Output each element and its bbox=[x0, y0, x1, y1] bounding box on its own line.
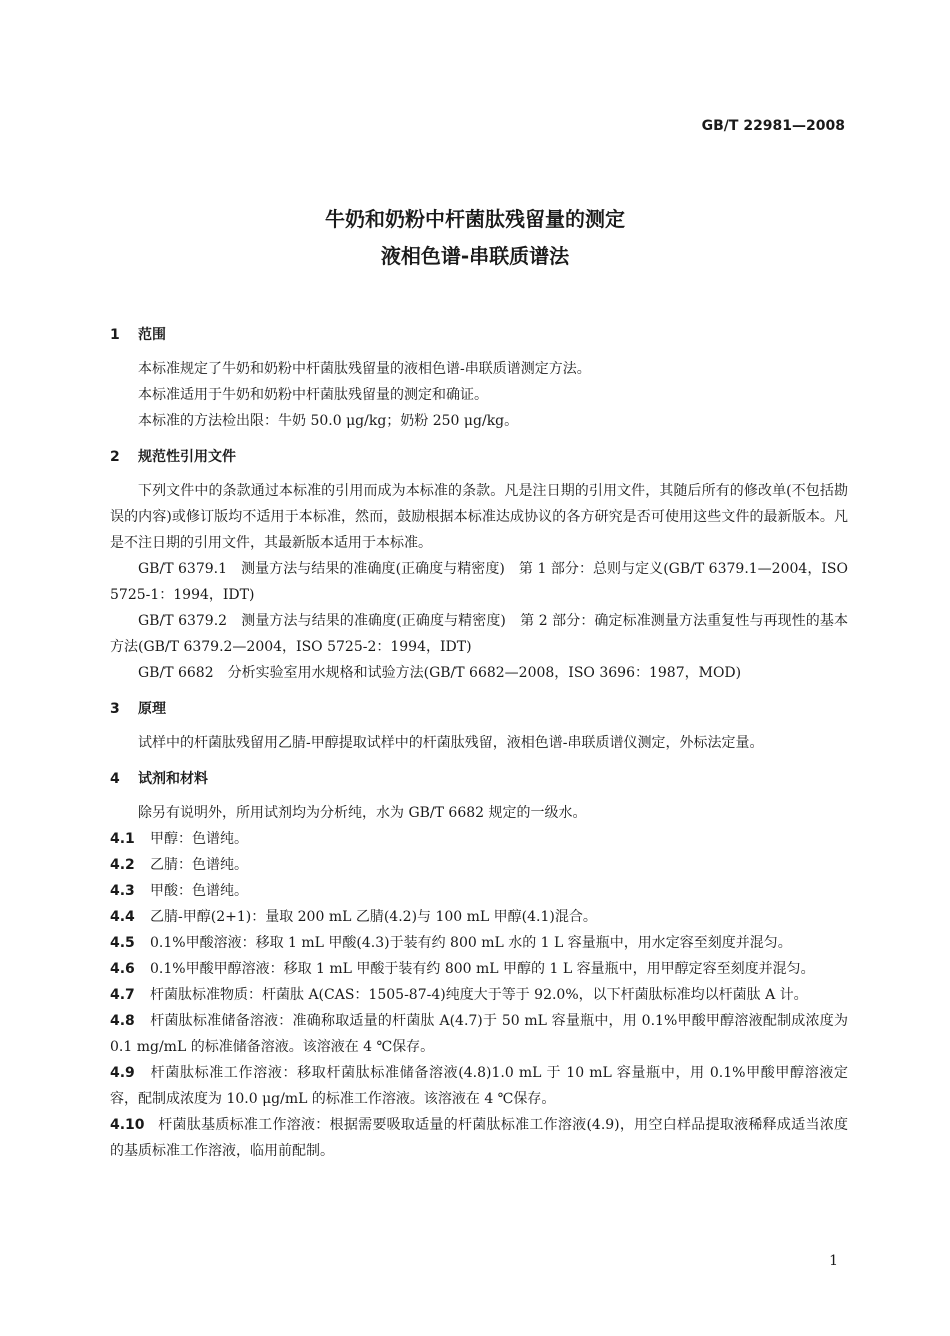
clause-number: 4.5 bbox=[110, 935, 135, 951]
reference-item: GB/T 6682 分析实验室用水规格和试验方法(GB/T 6682—2008，ISO 3696：1987，MOD) bbox=[138, 665, 742, 681]
paragraph: 下列文件中的条款通过本标准的引用而成为本标准的条款。凡是注日期的引用文件，其随后所有的修改单(不包括勘误的内容)或修订版均不适用于本标准，然而，鼓励根据本标准达成协议的各方研究是否可使用这些文件的最新版本。凡是不注日期的引用文件，其最新版本适用于本标准。 bbox=[110, 483, 848, 551]
clause-number: 4.2 bbox=[110, 857, 135, 873]
section-title: 规范性引用文件 bbox=[138, 449, 236, 465]
clause-item bbox=[110, 1008, 848, 1060]
clause-number: 4.7 bbox=[110, 987, 135, 1003]
section-heading bbox=[110, 766, 848, 792]
clause-text: 甲酸：色谱纯。 bbox=[150, 883, 248, 899]
section-number: 4 bbox=[110, 771, 120, 787]
clause-item bbox=[110, 982, 848, 1008]
section-heading bbox=[110, 444, 848, 470]
clause-text: 杆菌肽基质标准工作溶液：根据需要吸取适量的杆菌肽标准工作溶液(4.9)，用空白样品提取液稀释成适当浓度的基质标准工作溶液，临用前配制。 bbox=[110, 1117, 848, 1159]
section-number: 2 bbox=[110, 449, 120, 465]
standard-code: GB/T 22981—2008 bbox=[701, 118, 845, 134]
clause-text: 杆菌肽标准工作溶液：移取杆菌肽标准储备溶液(4.8)1.0 mL 于 10 mL 容量瓶中，用 0.1%甲酸甲醇溶液定容，配制成浓度为 10.0 μg/mL 的标准工作溶液。该溶液在 4 ℃保存。 bbox=[110, 1065, 848, 1107]
clause-number: 4.10 bbox=[110, 1117, 145, 1133]
page-number: 1 bbox=[829, 1253, 838, 1269]
section-title: 范围 bbox=[138, 327, 166, 343]
section-heading bbox=[110, 696, 848, 722]
clause-number: 4.8 bbox=[110, 1013, 135, 1029]
clause-number: 4.6 bbox=[110, 961, 135, 977]
clause-number: 4.3 bbox=[110, 883, 135, 899]
section-title: 试剂和材料 bbox=[138, 771, 208, 787]
clause-text: 0.1%甲酸甲醇溶液：移取 1 mL 甲酸于装有约 800 mL 甲醇的 1 L 容量瓶中，用甲醇定容至刻度并混匀。 bbox=[150, 961, 815, 977]
clause-text: 乙腈：色谱纯。 bbox=[150, 857, 248, 873]
document-subtitle: 液相色谱-串联质谱法 bbox=[380, 244, 570, 268]
clause-number: 4.4 bbox=[110, 909, 135, 925]
clause-item bbox=[110, 1060, 848, 1112]
clause-item bbox=[110, 1112, 848, 1164]
clause-number: 4.1 bbox=[110, 831, 135, 847]
clause-text: 杆菌肽标准储备溶液：准确称取适量的杆菌肽 A(4.7)于 50 mL 容量瓶中，用 0.1%甲酸甲醇溶液配制成浓度为 0.1 mg/mL 的标准储备溶液。该溶液在 4 ℃保存。 bbox=[110, 1013, 848, 1055]
clause-item bbox=[110, 826, 848, 852]
paragraph: 除另有说明外，所用试剂均为分析纯，水为 GB/T 6682 规定的一级水。 bbox=[138, 805, 587, 821]
section-heading bbox=[110, 322, 848, 348]
section-number: 1 bbox=[110, 327, 120, 343]
clause-item bbox=[110, 878, 848, 904]
section-number: 3 bbox=[110, 701, 120, 717]
document-body bbox=[110, 322, 848, 1164]
paragraph: 本标准的方法检出限：牛奶 50.0 μg/kg；奶粉 250 μg/kg。 bbox=[138, 413, 519, 429]
paragraph: 试样中的杆菌肽残留用乙腈-甲醇提取试样中的杆菌肽残留，液相色谱-串联质谱仪测定，外标法定量。 bbox=[138, 735, 764, 751]
clause-text: 甲醇：色谱纯。 bbox=[150, 831, 248, 847]
document-title: 牛奶和奶粉中杆菌肽残留量的测定 bbox=[325, 207, 625, 231]
clause-text: 杆菌肽标准物质：杆菌肽 A(CAS：1505-87-4)纯度大于等于 92.0%，以下杆菌肽标准均以杆菌肽 A 计。 bbox=[150, 987, 808, 1003]
clause-item bbox=[110, 904, 848, 930]
paragraph: 本标准规定了牛奶和奶粉中杆菌肽残留量的液相色谱-串联质谱测定方法。 bbox=[138, 361, 591, 377]
reference-item: GB/T 6379.2 测量方法与结果的准确度(正确度与精密度) 第 2 部分：确定标准测量方法重复性与再现性的基本方法(GB/T 6379.2—2004，ISO 5725-2：1994，IDT) bbox=[110, 613, 848, 655]
clause-item bbox=[110, 930, 848, 956]
clause-item bbox=[110, 852, 848, 878]
clause-text: 0.1%甲酸溶液：移取 1 mL 甲酸(4.3)于装有约 800 mL 水的 1 L 容量瓶中，用水定容至刻度并混匀。 bbox=[150, 935, 792, 951]
paragraph: 本标准适用于牛奶和奶粉中杆菌肽残留量的测定和确证。 bbox=[138, 387, 488, 403]
reference-item: GB/T 6379.1 测量方法与结果的准确度(正确度与精密度) 第 1 部分：总则与定义(GB/T 6379.1—2004，ISO 5725-1：1994，IDT) bbox=[110, 561, 848, 603]
clause-text: 乙腈-甲醇(2+1)：量取 200 mL 乙腈(4.2)与 100 mL 甲醇(4.1)混合。 bbox=[150, 909, 597, 925]
section-title: 原理 bbox=[138, 701, 166, 717]
clause-item bbox=[110, 956, 848, 982]
clause-number: 4.9 bbox=[110, 1065, 135, 1081]
